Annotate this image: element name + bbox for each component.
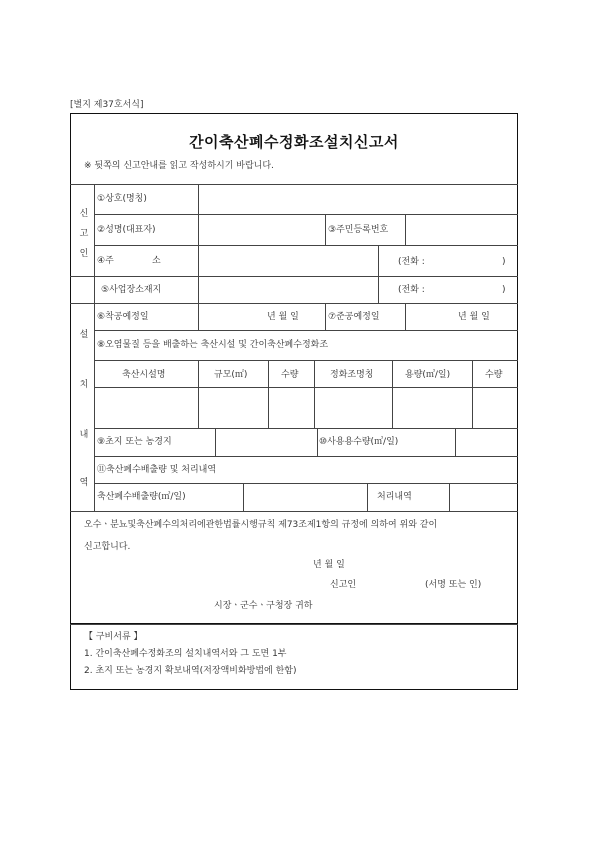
water-use-label: ⑩사용용수량(㎥/일) (319, 437, 399, 447)
rule (94, 330, 518, 331)
site-address-field[interactable] (199, 277, 377, 303)
col-header: 용량(㎥/일) (405, 370, 451, 380)
rule (70, 624, 518, 625)
col-divider (325, 303, 326, 330)
col-divider (367, 483, 368, 511)
name-label: ②성명(대표자) (97, 225, 156, 235)
finish-date-label: ⑦준공예정일 (328, 312, 380, 322)
section-label-char: 신 (79, 209, 89, 219)
document-item: 1. 간이축산폐수정화조의 설치내역서와 그 도면 1부 (84, 649, 287, 659)
col-header: 규모(㎡) (214, 370, 248, 380)
rule (94, 360, 518, 361)
form-title: 간이축산폐수정화조설치신고서 (189, 133, 399, 151)
rule (70, 511, 518, 512)
documents-heading: 【 구비서류 】 (84, 632, 143, 642)
facilities-heading: ⑧오염물질 등을 배출하는 축산시설 및 간이축산폐수정화조 (97, 340, 329, 350)
rule (70, 303, 518, 304)
trade-name-field[interactable] (199, 185, 517, 214)
section-label-char: 인 (79, 249, 89, 259)
section-label-char: 역 (79, 478, 89, 488)
recipient-text: 시장ㆍ군수ㆍ구청장 귀하 (214, 601, 313, 611)
start-date-label: ⑥착공예정일 (97, 312, 149, 322)
facility-table-row[interactable] (95, 388, 517, 428)
treatment-field[interactable] (450, 484, 517, 511)
treatment-label: 처리내역 (377, 492, 412, 502)
discharge-field[interactable] (244, 484, 366, 511)
section-label-char: 치 (79, 380, 89, 390)
address-label-2: 소 (152, 256, 161, 266)
section-label-char: 내 (79, 430, 89, 440)
resident-no-field[interactable] (406, 215, 517, 245)
site-address-label: ⑤사업장소재지 (101, 285, 162, 295)
phone-close: ) (502, 285, 506, 295)
col-divider (405, 303, 406, 330)
col-divider (198, 303, 199, 330)
section-divider (94, 184, 95, 511)
discharge-label: 축산폐수배출량(㎥/일) (97, 492, 186, 502)
grassland-label: ⑨초지 또는 농경지 (97, 437, 172, 447)
signature-label: (서명 또는 인) (425, 580, 482, 590)
rule (94, 456, 518, 457)
declaration-text: 오수ㆍ분뇨및축산폐수의처리에관한법률시행규칙 제73조제1항의 규정에 의하여 위와 같이 (84, 520, 438, 530)
name-field[interactable] (199, 215, 324, 245)
section-label-char: 설 (79, 330, 89, 340)
trade-name-label: ①상호(명칭) (97, 194, 147, 204)
declaration-date[interactable]: 년 월 일 (313, 560, 345, 570)
finish-date-field[interactable]: 년 월 일 (458, 312, 490, 322)
address-field[interactable] (199, 246, 377, 276)
resident-no-label: ③주민등록번호 (328, 225, 389, 235)
wastewater-heading: ⑪축산폐수배출량 및 처리내역 (97, 465, 217, 475)
grassland-field[interactable] (216, 429, 316, 456)
col-divider (378, 245, 379, 303)
declaration-text-2: 신고합니다. (84, 542, 131, 552)
col-header: 정화조명칭 (330, 370, 374, 380)
phone-label: (전화 : (398, 257, 425, 267)
address-label: ④주 (97, 256, 114, 266)
form-number-tag: [별지 제37호서식] (70, 100, 144, 110)
phone-label: (전화 : (398, 285, 425, 295)
notice-text: ※ 뒷쪽의 신고안내를 읽고 작성하시기 바랍니다. (84, 161, 274, 171)
col-header: 축산시설명 (122, 370, 166, 380)
col-divider (325, 214, 326, 245)
col-divider (317, 428, 318, 456)
document-item: 2. 초지 또는 농경지 확보내역(저장액비화방법에 한함) (84, 666, 297, 676)
section-label-char: 고 (79, 229, 89, 239)
start-date-field[interactable]: 년 월 일 (267, 312, 299, 322)
col-header: 수량 (281, 370, 299, 380)
phone-close: ) (502, 257, 506, 267)
col-header: 수량 (485, 370, 503, 380)
water-use-field[interactable] (456, 429, 517, 456)
reporter-label: 신고인 (330, 580, 357, 590)
